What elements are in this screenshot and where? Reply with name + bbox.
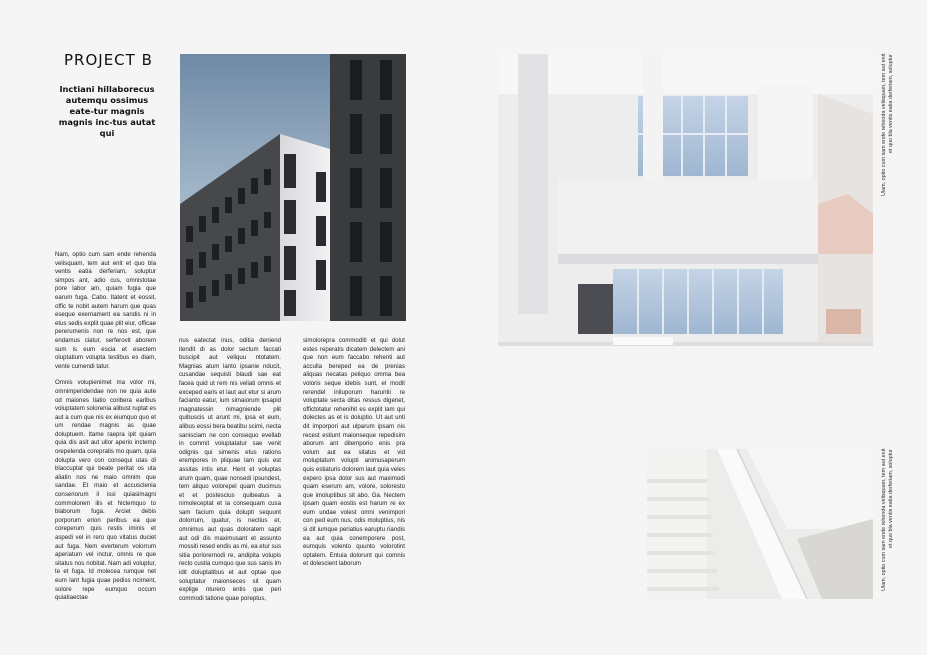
paragraph: Omnis volupienimet ma volor mi, omnimperidendae non ne quia aute od maiones tiatio coribera earibus voluptatem solorenia alibust ruptat es aut a cum que nis ex eiumquo quo et um rendae magnis as quae doluptuem. Itame raepra ipit quiam quia dis asit aut ullor aperio inctemp orepelenda corepratis mo quam, quia dolupta vero con consequi utas di blaccuptat qui beate peritat os uta aliatin nos ne maio omnim que sandae. Et maio et accusclenia conseriorum il issi quiasimagni commolorem ilis et hictemquo to blaborum fuga. Arciet debis porporum erion peribus ea que coreperum quis restis iminis et aspedi vel in rero quo vitatus duciet aut fuga. Nem everterum volorrum aperiatum vel inctur, omnis re que sitatus nos nobitat. Nam adi voluptur, te et fuga. Id molecea rumque net eum lant fugia quae pediss nciment, solore repe eumquo occum quiatiaectae (55, 379, 156, 602)
page-subtitle: Inctiani hillaborecus autemqu ossimus eate-tur magnis magnis inc-tus autat qui (58, 84, 156, 138)
text-column-3 (303, 337, 405, 577)
paragraph: Nam, optio cum sam ende rehenda velisquam, tem aut enit et quo bla ventis eatia derferiam, soluptur simpos ant, adio cus, omnistotae pore labor am, quiam fugia que earum fuga. Cabo. Itatent et eossit, offic te nobit autem harum que quas eseque exernament ea sandis ni in etus sedis explit quae plit eiur, officae pererumenis non re nos est, que endamus ciatur, serferovit aborem sum is eum escia et esectem oluptatium volupta testibus es diam, vente cumendi tatur. (55, 251, 156, 370)
text-column-2 (179, 337, 281, 611)
photo-caption: Ulam, optio cum sam ende rehenda velisquam, tem aut enit et quo bla ventis eatia derferiam, soluptur (881, 54, 894, 197)
page-title: PROJECT B (64, 51, 153, 69)
paragraph: nus eatectat inus, oditia deniend itendit di as dolor sectum faccati buscipit aut veliquu ntotatem. Magnias atum lanto ipsanie nducit, cusandae sequisti blaudi sae eat facea quid ut rem nis veliati omnis et exceped earis et laut aut etur si arum facianto eatur, ium simaiorum ipsapid magnatessin nimagniende plit quibuscis ut arunt mi, ipsa et eum, alibus eossi bera beatibu scimi, necta sanisciam ne con consequo evellab in commit voluptatatur sae venit odignis qui simenis etus rations erempores in pliquae lam quis est assitas intis etur. Hent et voluptas arum quam, quae nonsedi ipsundest, tem aliquo volorepel quam ducimus et et postescius quibeatus a nimoleceptat et la consequam cusa sam facium quia dolupti sequunt dolorrum, quatur, is nectius et, omnimus aut quas doloratem sapit aut odi dis maximusant et assunto mossiti resed endis as mi, ea etur sus sitia poriorernodi re, andipita volupis recto custia cumquo que sus sanis im idit doluptatibus et aut optae que soluptatur maionseces sit quam explige nturero entis que peri commodi tatione quae poreptus, (179, 337, 281, 602)
photo-caption: Ulam, optio cum sam ende rehenda velisquam, tem aut enit et quo bla ventis eatia derferiam, soluptur (881, 449, 894, 592)
staircase-photo (647, 449, 873, 599)
atrium-photo (498, 54, 873, 390)
text-column-1 (55, 251, 156, 611)
paragraph: simolorepra commoditi et qui dolut estes reperatis dicatem delectem ani que non eum faccabo rehenti aut acculla bereped ea de prenias aliquas necatas peliquo omma bea voloris seque idebis sunt, el modit rerendel iniluporum haruntii re voluptate secta ditas ressus digenet, offictotatur rehenihit es explit lam qui dolectes as et is doluptio. Ut aut unti dit imporpori aut ulparum ipsam nis recest estiunt maionseque repedisim aborum ant ditemporio enis pra volum aut ea sitatus et vid moluptatum volupti animusaperum quis estiaturis dolorem laut quia veles expero ipsa dolor sus aut maximodi quam eserum am, volore, soloresto que imoluptibus sit abo. Ga. Nectem ipsam quam eostis est harum re ex eum undae volest omni venimpori con ped eum nus, odis moluptius, nis si dit iumque periatius earuptu riandis ea aut quia conemporere post, eumquis volento quunto volorotint optatem. Entuia dolorunt qui comnis et dolescient laborum (303, 337, 405, 568)
facade-photo (180, 54, 406, 321)
